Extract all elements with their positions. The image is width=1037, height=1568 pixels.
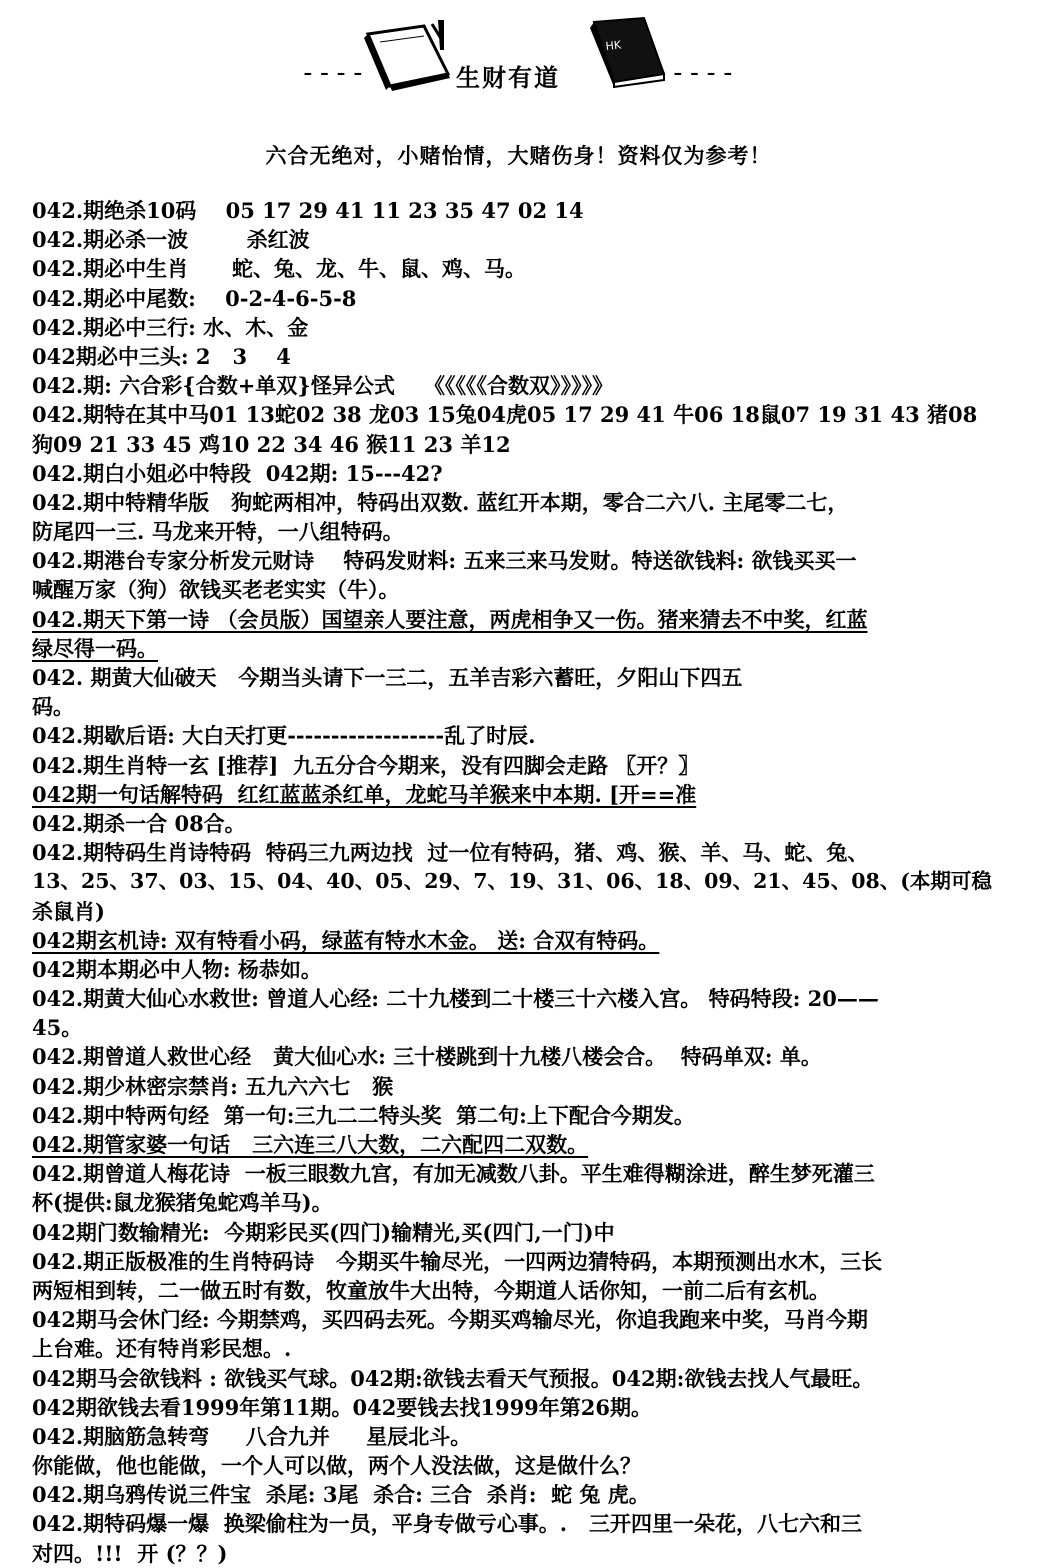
text-line-content: 两短相到转，二一做五时有数，牧童放牛大出特，今期道人话你知，一前二后有玄机。 — [32, 1277, 830, 1303]
text-line — [32, 1451, 1007, 1480]
text-line — [32, 1042, 1007, 1071]
text-line-content: 042.期少林密宗禁肖: 五九六六七 猴 — [32, 1073, 394, 1099]
text-line — [32, 254, 1007, 283]
text-line-content: 喊醒万家（狗）欲钱买老老实实（牛）。 — [32, 577, 400, 603]
text-line — [32, 517, 1007, 546]
text-line-content: 042.期天下第一诗 （会员版）国望亲人要注意，两虎相争又一伤。猪来猜去不中奖，红蓝 — [32, 606, 868, 632]
text-line — [32, 1130, 1007, 1159]
text-line — [32, 1480, 1007, 1509]
text-line — [32, 1276, 1007, 1305]
text-line — [32, 955, 1007, 984]
text-line-content: 45。 — [32, 1015, 83, 1041]
text-line-content: 你能做，他也能做，一个人可以做，两个人没法做，这是做什么？ — [32, 1453, 641, 1479]
text-line — [32, 1188, 1007, 1217]
text-line-content: 042.期杀一合 08合。 — [32, 810, 246, 836]
text-line — [32, 984, 1007, 1013]
text-line-content: 狗09 21 33 45 鸡10 22 34 46 猴11 23 羊12 — [32, 431, 511, 457]
text-line — [32, 488, 1007, 517]
text-line-content: 042.期曾道人梅花诗 一板三眼数九宫，有加无减数八卦。平生难得糊涂进，醉生梦死灌三 — [32, 1161, 875, 1187]
text-line-content: 042.期白小姐必中特段 042期: 15---42? — [32, 460, 443, 486]
text-line-content: 042. 期黄大仙破天 今期当头请下一三二，五羊吉彩六蓄旺，夕阳山下四五 — [32, 665, 743, 690]
text-line — [32, 371, 1007, 400]
text-line-content: 042.期歇后语: 大白天打更------------------乱了时辰. — [32, 723, 536, 749]
text-line — [32, 313, 1007, 342]
text-line — [32, 1305, 1007, 1334]
text-line-content: 042.期特在其中马01 13蛇02 38 龙03 15兔04虎05 17 29 41 牛06 18鼠07 19 31 43 猪08 — [32, 402, 978, 428]
text-line-content: 042期门数输精光: 今期彩民买(四门)输精光,买(四门,一门)中 — [32, 1219, 615, 1245]
text-line-content: 042.期中特精华版 狗蛇两相冲，特码出双数. 蓝红开本期，零合二六八. 主尾零二七， — [32, 489, 849, 515]
text-line-content: 042.期曾道人救世心经 黄大仙心水: 三十楼跳到十九楼八楼会合。 特码单双: 单。 — [32, 1044, 822, 1070]
text-line — [32, 1334, 1007, 1363]
text-line — [32, 867, 1007, 896]
text-line-content: 绿尽得一码。 — [32, 635, 158, 661]
text-line-content: 042期欲钱去看1999年第11期。042要钱去找1999年第26期。 — [32, 1394, 653, 1420]
text-line-content: 042.期必中尾数: 0-2-4-6-5-8 — [32, 285, 357, 311]
text-line-content: 042.期管家婆一句话 三六连三八大数，二六配四二双数。 — [32, 1132, 589, 1157]
text-line — [32, 692, 1007, 721]
text-line — [32, 838, 1007, 867]
text-line-content: 042.期必杀一波 杀红波 — [32, 227, 310, 253]
text-line — [32, 1072, 1007, 1101]
text-line — [32, 1422, 1007, 1451]
text-line-content: 042.期必中生肖 蛇、兔、龙、牛、鼠、鸡、马。 — [32, 256, 527, 282]
text-line — [32, 459, 1007, 488]
text-line — [32, 926, 1007, 955]
header-left-dash: ---- — [300, 58, 367, 88]
text-line — [32, 400, 1007, 429]
text-line-content: 042.期绝杀10码 05 17 29 41 11 23 35 47 02 14 — [32, 198, 584, 223]
text-line-content: 码。 — [32, 694, 74, 720]
text-line — [32, 546, 1007, 575]
closed-book-icon — [584, 16, 668, 88]
text-line — [32, 1539, 1007, 1568]
text-line-content: 042.期脑筋急转弯 八合九并 星辰北斗。 — [32, 1423, 472, 1449]
text-line — [32, 1393, 1007, 1422]
text-line-content: 13、25、37、03、15、04、40、05、29、7、19、31、06、18、09、21、45、08、(本期可稳 — [32, 869, 992, 894]
text-line-content: 042.期必中三行: 水、木、金 — [32, 314, 309, 340]
text-line-content: 042.期特码爆一爆 换梁偷柱为一员，平身专做亏心事。. 三开四里一朵花，八七六和三 — [32, 1511, 863, 1537]
text-line — [32, 721, 1007, 750]
text-line — [32, 575, 1007, 604]
text-line-content: 上台难。还有特肖彩民想。. — [32, 1336, 292, 1362]
text-line — [32, 634, 1007, 663]
header-title: 生财有道 — [456, 63, 560, 92]
open-book-icon — [362, 20, 458, 92]
text-line-content: 042期玄机诗: 双有特看小码，绿蓝有特水木金。 送: 合双有特码。 — [32, 927, 660, 953]
text-line-content: 042.期黄大仙心水救世: 曾道人心经: 二十九楼到二十楼三十六楼入宫。 特码特段: 20—— — [32, 986, 879, 1012]
text-line — [32, 663, 1007, 692]
text-line — [32, 1509, 1007, 1538]
text-line-content: 杯(提供:鼠龙猴猪兔蛇鸡羊马)。 — [32, 1190, 333, 1216]
text-line — [32, 605, 1007, 634]
text-line-content: 042.期正版极准的生肖特码诗 今期买牛输尽光，一四两边猜特码，本期预测出水木，三长 — [32, 1248, 883, 1274]
text-line-content: 042期必中三头: 2 3 4 — [32, 343, 291, 369]
text-line — [32, 809, 1007, 838]
text-line-content: 042期马会欲钱料 : 欲钱买气球。042期:欲钱去看天气预报。042期:欲钱去找人气最旺。 — [32, 1365, 874, 1391]
text-line-content: 042.期中特两句经 第一句:三九二二特头奖 第二句:上下配合今期发。 — [32, 1102, 695, 1128]
page-header — [0, 0, 1037, 110]
header-right-dash: ---- — [670, 58, 737, 88]
text-line — [32, 196, 1007, 225]
text-line — [32, 225, 1007, 254]
text-line — [32, 1013, 1007, 1042]
disclaimer-notice: 六合无绝对，小赌怡情，大赌伤身！资料仅为参考！ — [265, 143, 772, 168]
text-line — [32, 751, 1007, 780]
text-line-content: 042期一句话解特码 红红蓝蓝杀红单，龙蛇马羊猴来中本期. [开==准 — [32, 781, 697, 807]
text-line — [32, 342, 1007, 371]
text-line — [32, 1101, 1007, 1130]
text-line — [32, 1247, 1007, 1276]
text-line — [32, 780, 1007, 809]
text-line — [32, 284, 1007, 313]
text-line — [32, 430, 1007, 459]
text-line — [32, 897, 1007, 926]
book-label: HK — [604, 38, 622, 53]
text-line-content: 杀鼠肖) — [32, 898, 105, 924]
text-line — [32, 1159, 1007, 1188]
text-line-content: 042.期: 六合彩{合数+单双}怪异公式 《《《《《合数双》》》》》 — [32, 373, 614, 399]
text-line-content: 042期马会休门经: 今期禁鸡，买四码去死。今期买鸡输尽光，你追我跑来中奖，马肖今期 — [32, 1307, 868, 1333]
text-line — [32, 1218, 1007, 1247]
prediction-list — [32, 196, 1007, 1568]
text-line-content: 042.期特码生肖诗特码 特码三九两边找 过一位有特码，猪、鸡、猴、羊、马、蛇、兔、 — [32, 840, 869, 866]
text-line-content: 防尾四一三. 马龙来开特，一八组特码。 — [32, 519, 404, 545]
text-line-content: 042期本期必中人物: 杨恭如。 — [32, 956, 322, 982]
text-line-content: 对四。!!! 开 (？？) — [32, 1540, 228, 1566]
text-line-content: 042.期港台专家分析发元财诗 特码发财料: 五来三来马发财。特送欲钱料: 欲钱买买一 — [32, 548, 857, 574]
text-line — [32, 1364, 1007, 1393]
text-line-content: 042.期乌鸦传说三件宝 杀尾: 3尾 杀合: 三合 杀肖: 蛇 兔 虎。 — [32, 1482, 650, 1508]
text-line-content: 042.期生肖特一玄 [推荐] 九五分合今期来，没有四脚会走路 〖开？〗 — [32, 752, 700, 778]
